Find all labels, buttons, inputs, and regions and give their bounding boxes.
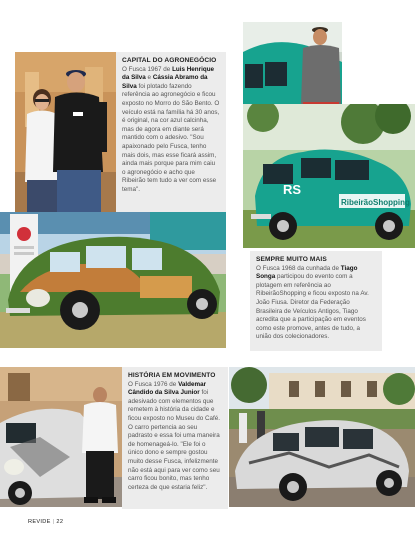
photo-couple	[15, 52, 116, 212]
section-heading: SEMPRE MUITO MAIS	[256, 256, 327, 263]
text-segment: O Fusca 1967 de	[122, 65, 173, 73]
text-segment: e	[145, 74, 153, 82]
footer-separator: |	[52, 519, 55, 525]
person-name: Luis Henrique da Silva	[122, 65, 215, 82]
photo-history-car-owner	[0, 367, 122, 507]
person-name: Cássia Abramo da Silva	[122, 74, 208, 90]
text-segment: O Fusca 1976 de	[128, 380, 179, 388]
photo-ribeirao-shopping-car	[243, 104, 415, 248]
section-heading: HISTÓRIA EM MOVIMENTO	[128, 372, 216, 379]
page-number: 22	[56, 519, 64, 525]
section-heading: CAPITAL DO AGRONEGÓCIO	[122, 57, 217, 64]
text-segment: participou do evento com a plotagem em referência ao RibeirãoShopping e ficou exposto na Av. João Fiusa. Diretor da Federação Brasileira de Veículos Antigos, Tiago acredita que a participação em eventos como este promove, antes de tudo, a união dos colecionadores.	[256, 273, 369, 341]
ribeirao-shopping-decal: RibeirãoShopping	[341, 198, 410, 207]
text-segment: foi adesivado com elementos que remetem à história da cidade e ficou exposto no Museu do Café. O carro pertencia ao seu padrasto e essa foi uma maneira de homenageá-lo. "Ele foi o único dono e sempre gostou muito desse Fusca, infelizmente não está aqui para ver como seu carro ficou bonito, mas tenho certeza de que estaria feliz".	[128, 389, 221, 491]
text-segment: O Fusca 1968 da cunhada de	[256, 264, 341, 272]
rs-logo-decal: RS	[283, 182, 302, 197]
page-footer	[28, 519, 63, 525]
text-segment: foi plotado fazendo referência ao agronegócio e ficou exposto no Morro do São Bento. O veículo está na família há 30 anos, é original, na cor azul calcinha, mas de agora em diante será mantido com o adesivo. "Sou apaixonado pelo Fusca, tenho mais dois, mas esse ficará assim, ainda mais porque para mim caiu o agronegócio e acho que Ribeirão tem tudo a ver com esse tema".	[122, 82, 220, 193]
photo-agro-car	[0, 212, 226, 348]
section-sempre-muito-mais	[250, 251, 382, 351]
section-capital-agronegocio	[116, 52, 226, 212]
person-name: Valdemar Cândido da Silva Junior	[128, 380, 207, 397]
section-historia-em-movimento	[122, 367, 228, 509]
magazine-name: REVIDE	[28, 519, 51, 525]
photo-history-car-museum	[229, 367, 415, 507]
person-name: Tiago Songa	[256, 264, 358, 281]
